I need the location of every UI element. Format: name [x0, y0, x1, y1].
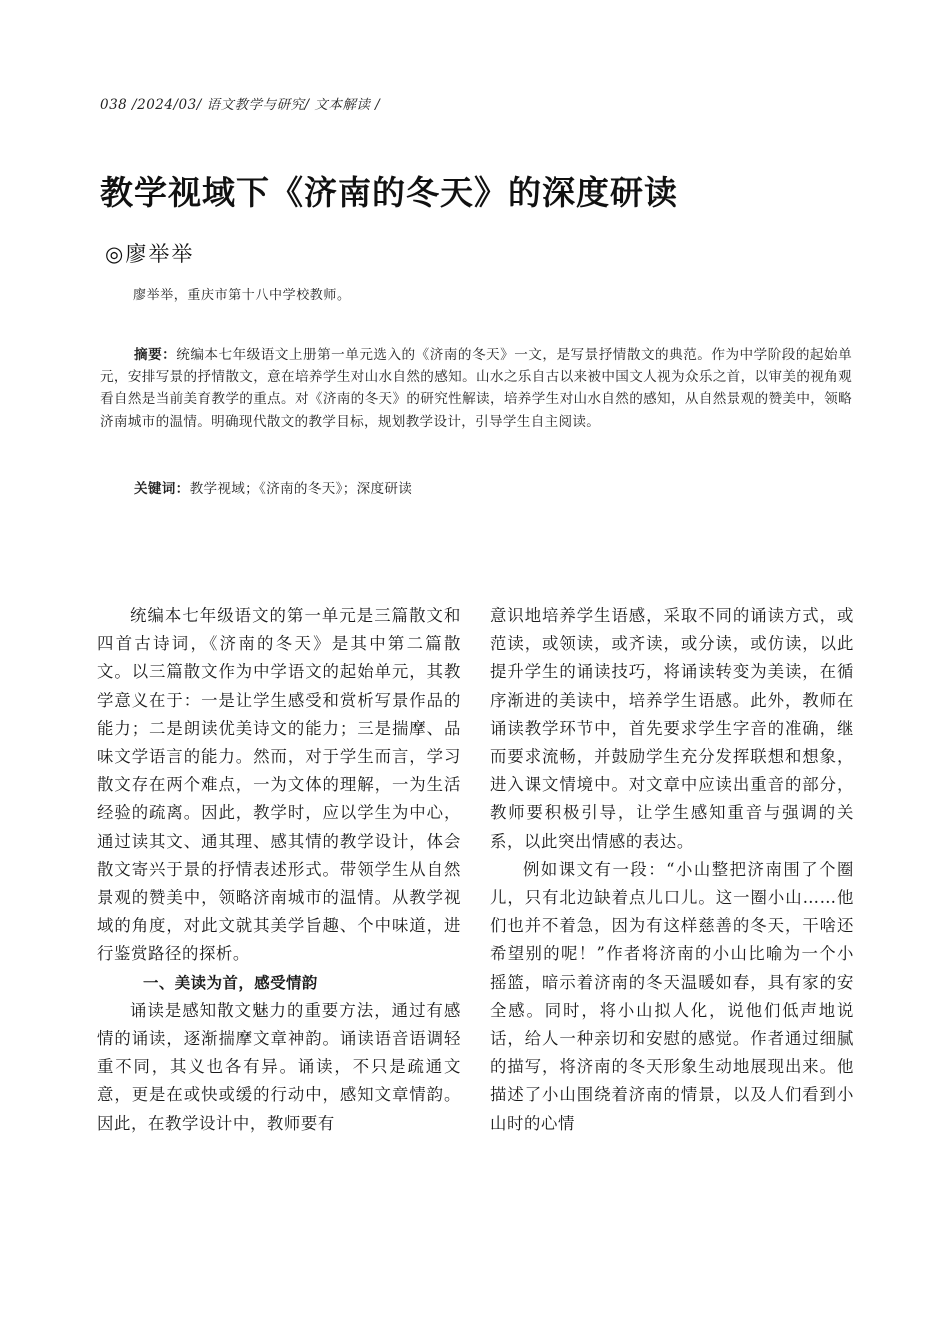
paragraph: 统编本七年级语文的第一单元是三篇散文和四首古诗词，《济南的冬天》是其中第二篇散文。以三篇散文作为中学语文的起始单元，其教学意义在于：一是让学生感受和赏析写景作品的能力；二是朗读优美诗文的能力；三是揣摩、品味文学语言的能力。然而，对于学生而言，学习散文存在两个难点，一为文体的理解，一为生活经验的疏离。因此，教学时，应以学生为中心，通过读其文、通其理、感其情的教学设计，体会散文寄兴于景的抒情表述形式。带领学生从自然景观的赞美中，领略济南城市的温情。从教学视域的角度，对此文就其美学旨趣、个中味道，进行鉴赏路径的探析。	[97, 606, 461, 964]
author-name: ◎廖举举	[105, 242, 195, 266]
paragraph: 例如课文有一段：“小山整把济南围了个圈儿，只有北边缺着点儿口儿。这一圈小山……他们也并不着急，因为有这样慈善的冬天，干啥还希望别的呢！”作者将济南的小山比喻为一个小摇篮，暗示着济南的冬天温暖如春，具有家的安全感。同时，将小山拟人化，说他们低声地说话，给人一种亲切和安慰的感觉。作者通过细腻的描写，将济南的冬天形象生动地展现出来。他描述了小山围绕着济南的情景，以及人们看到小山时的心情	[490, 859, 854, 1133]
running-head: 038 /2024/03/ 语文教学与研究/ 文本解读 /	[100, 97, 381, 113]
keywords-label: 关键词：	[134, 481, 190, 497]
author-bio: 廖举举，重庆市第十八中学校教师。	[133, 288, 351, 303]
body-column-left	[97, 602, 461, 1138]
paragraph-continued: 意识地培养学生语感，采取不同的诵读方式，或范读，或领读，或齐读，或分读，或仿读，以此提升学生的诵读技巧，将诵读转变为美读，在循序渐进的美读中，培养学生语感。此外，教师在诵读教学环节中，首先要求学生字音的准确，继而要求流畅，并鼓励学生充分发挥联想和想象，进入课文情境中。对文章中应读出重音的部分，教师要积极引导，让学生感知重音与强调的关系，以此突出情感的表达。	[490, 606, 854, 851]
keywords	[134, 477, 412, 497]
body-column-right	[490, 602, 854, 1138]
abstract-text: 统编本七年级语文上册第一单元选入的《济南的冬天》一文，是写景抒情散文的典范。作为中学阶段的起始单元，安排写景的抒情散文，意在培养学生对山水自然的感知。山水之乐自古以来被中国文人视为众乐之首，以审美的视角观看自然是当前美育教学的重点。对《济南的冬天》的研究性解读，培养学生对山水自然的感知，从自然景观的赞美中，领略济南城市的温情。明确现代散文的教学目标，规划教学设计，引导学生自主阅读。	[100, 347, 852, 430]
paragraph: 诵读是感知散文魅力的重要方法，通过有感情的诵读，逐渐揣摩文章神韵。诵读语音语调轻重不同，其义也各有异。诵读，不只是疏通文意，更是在或快或缓的行动中，感知文章情韵。因此，在教学设计中，教师要有	[97, 1000, 461, 1133]
section-heading: 一、美读为首，感受情韵	[143, 973, 318, 992]
article-title: 教学视域下《济南的冬天》的深度研读	[100, 173, 678, 212]
abstract-label: 摘要：	[134, 347, 177, 363]
keywords-text: 教学视域；《济南的冬天》；深度研读	[189, 481, 413, 497]
abstract	[100, 344, 852, 433]
